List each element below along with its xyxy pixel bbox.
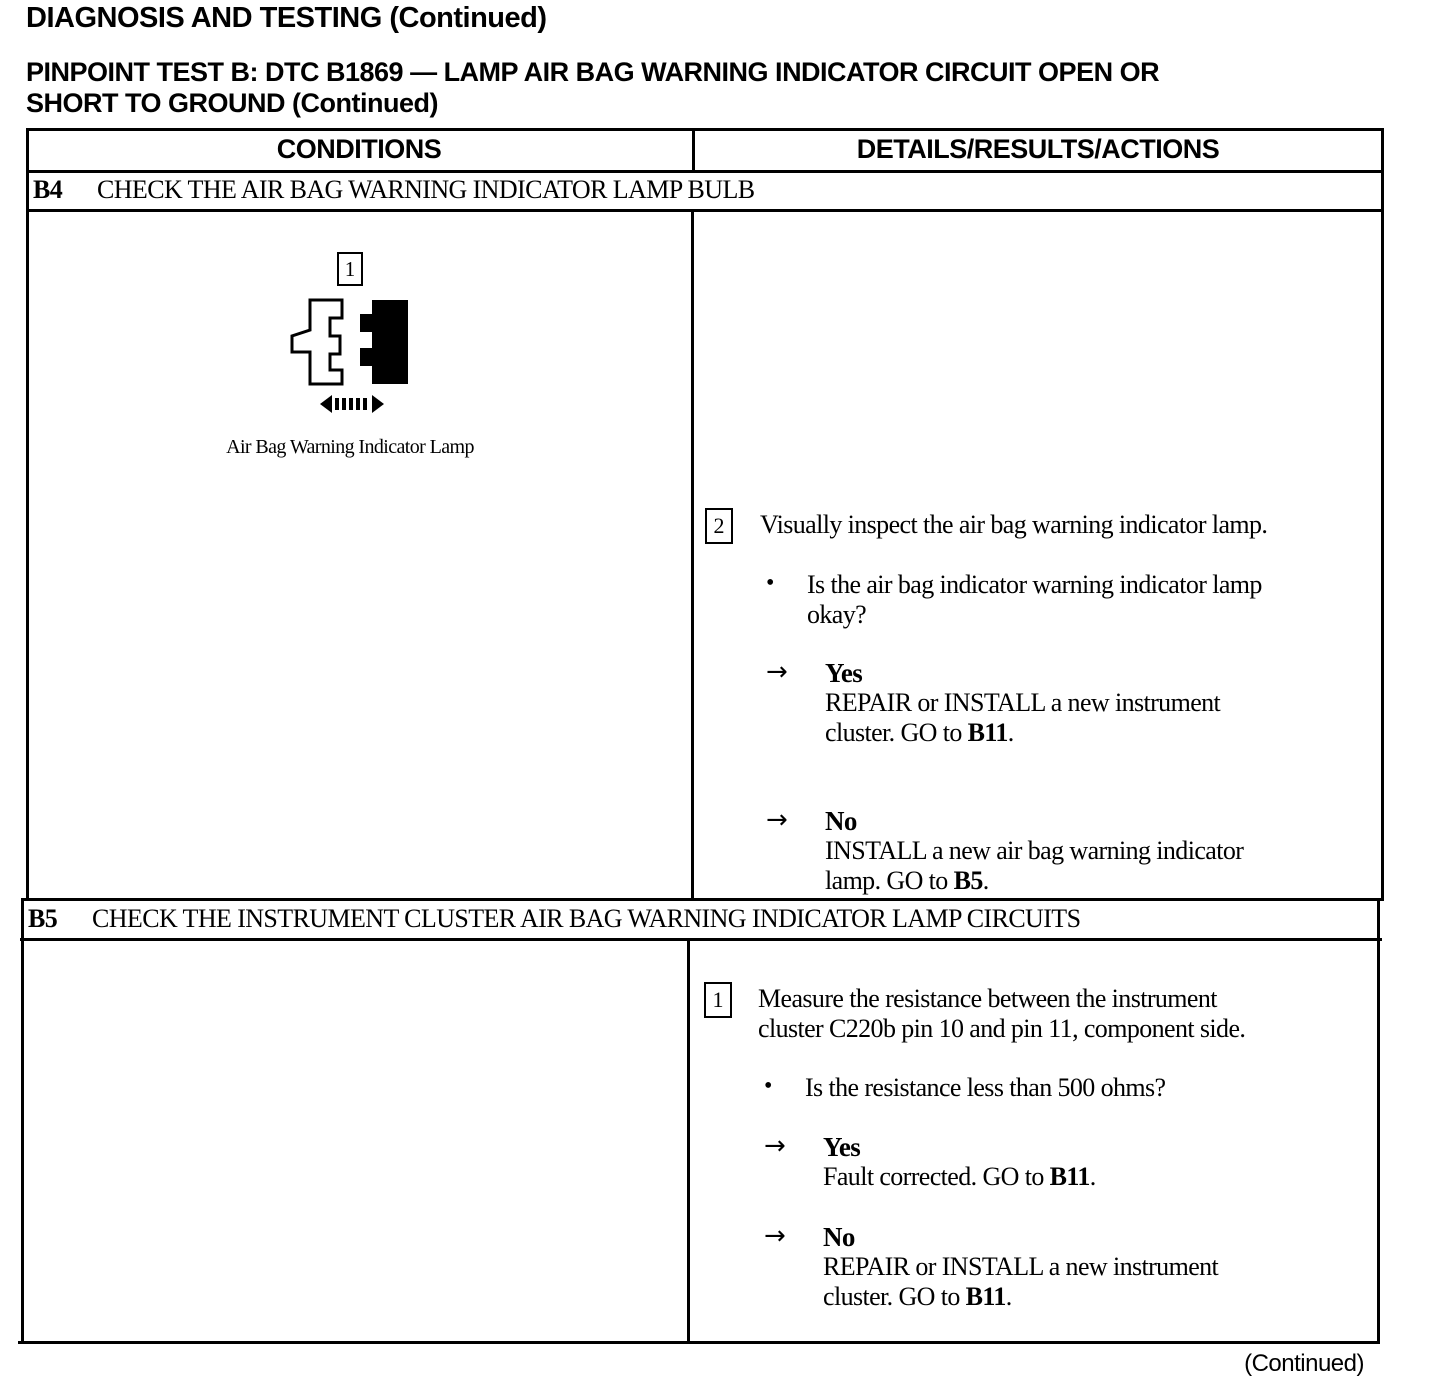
step-b5-no-result (823, 1222, 1218, 1312)
slide-arrows-icon (320, 395, 384, 413)
step-b4-no-result (825, 806, 1243, 896)
step-b4-question (807, 570, 1262, 630)
step-b4-heading: CHECK THE AIR BAG WARNING INDICATOR LAMP BULB (97, 175, 755, 204)
step-b5-action-number: 1 (704, 982, 732, 1018)
step-b5-header (28, 904, 1080, 934)
step-b4-action-number: 2 (705, 508, 733, 544)
figure-caption: Air Bag Warning Indicator Lamp (226, 436, 474, 458)
step-b5-id: B5 (28, 904, 58, 933)
step-b4-question-line-1: Is the air bag indicator warning indicator lamp (807, 570, 1262, 599)
table-rule (18, 1341, 1380, 1344)
step-b4-yes-label: Yes (825, 658, 863, 688)
step-b5-action (758, 984, 1245, 1044)
step-b4-yes-line-1: REPAIR or INSTALL a new instrument (825, 688, 1221, 717)
step-b5-yes-label: Yes (823, 1132, 861, 1162)
figure-callout-1: 1 (337, 252, 363, 286)
table-rule (692, 128, 695, 173)
step-b5-action-line-1: Measure the resistance between the instrument (758, 984, 1217, 1013)
table-rule (21, 898, 24, 1344)
bullet-icon: • (766, 570, 775, 596)
step-b5-yes-line-1: Fault corrected. GO to B11. (823, 1162, 1096, 1191)
goto-b11: B11 (1049, 1162, 1090, 1191)
test-title-line-2: SHORT TO GROUND (Continued) (26, 88, 438, 118)
step-b4-yes-line-2: cluster. GO to B11. (825, 718, 1014, 747)
table-rule (1381, 128, 1384, 901)
table-rule (691, 209, 694, 901)
test-title (26, 57, 1159, 119)
table-rule (1377, 898, 1380, 1344)
arrow-icon: → (764, 1131, 786, 1161)
continued-footer: (Continued) (1244, 1350, 1364, 1377)
table-rule (26, 128, 1384, 131)
step-b4-header (33, 175, 754, 205)
arrow-icon: → (766, 805, 788, 835)
column-header-details: DETAILS/RESULTS/ACTIONS (856, 134, 1220, 164)
goto-b11: B11 (967, 718, 1008, 747)
step-b5-no-line-1: REPAIR or INSTALL a new instrument (823, 1252, 1219, 1281)
table-rule (26, 170, 1384, 173)
test-title-line-1: PINPOINT TEST B: DTC B1869 — LAMP AIR BAG WARNING INDICATOR CIRCUIT OPEN OR (26, 57, 1160, 87)
step-b4-question-line-2: okay? (807, 600, 867, 629)
step-b4-action: Visually inspect the air bag warning indicator lamp. (760, 510, 1268, 539)
table-rule (26, 209, 1384, 212)
step-b4-yes-result (825, 658, 1220, 748)
arrow-icon: → (766, 657, 788, 687)
step-b5-question: Is the resistance less than 500 ohms? (805, 1073, 1166, 1102)
step-b4-id: B4 (33, 175, 63, 204)
step-b4-no-line-2: lamp. GO to B5. (825, 866, 989, 895)
page-title: DIAGNOSIS AND TESTING (Continued) (26, 2, 547, 34)
step-b4-no-label: No (825, 806, 857, 836)
step-b5-no-label: No (823, 1222, 855, 1252)
step-b5-yes-result (823, 1132, 1096, 1192)
table-rule (26, 128, 29, 901)
goto-b11: B11 (965, 1282, 1006, 1311)
step-b5-heading: CHECK THE INSTRUMENT CLUSTER AIR BAG WARNING INDICATOR LAMP CIRCUITS (92, 904, 1081, 933)
bullet-icon: • (764, 1073, 773, 1099)
table-rule (687, 938, 690, 1344)
goto-b5: B5 (953, 866, 983, 895)
step-b5-no-line-2: cluster. GO to B11. (823, 1282, 1012, 1311)
table-rule (20, 938, 1382, 941)
connector-icon (280, 292, 420, 422)
arrow-icon: → (764, 1221, 786, 1251)
step-b5-action-line-2: cluster C220b pin 10 and pin 11, component side. (758, 1014, 1246, 1043)
table-rule (22, 898, 1382, 901)
step-b4-no-line-1: INSTALL a new air bag warning indicator (825, 836, 1244, 865)
column-header-conditions: CONDITIONS (276, 134, 442, 164)
